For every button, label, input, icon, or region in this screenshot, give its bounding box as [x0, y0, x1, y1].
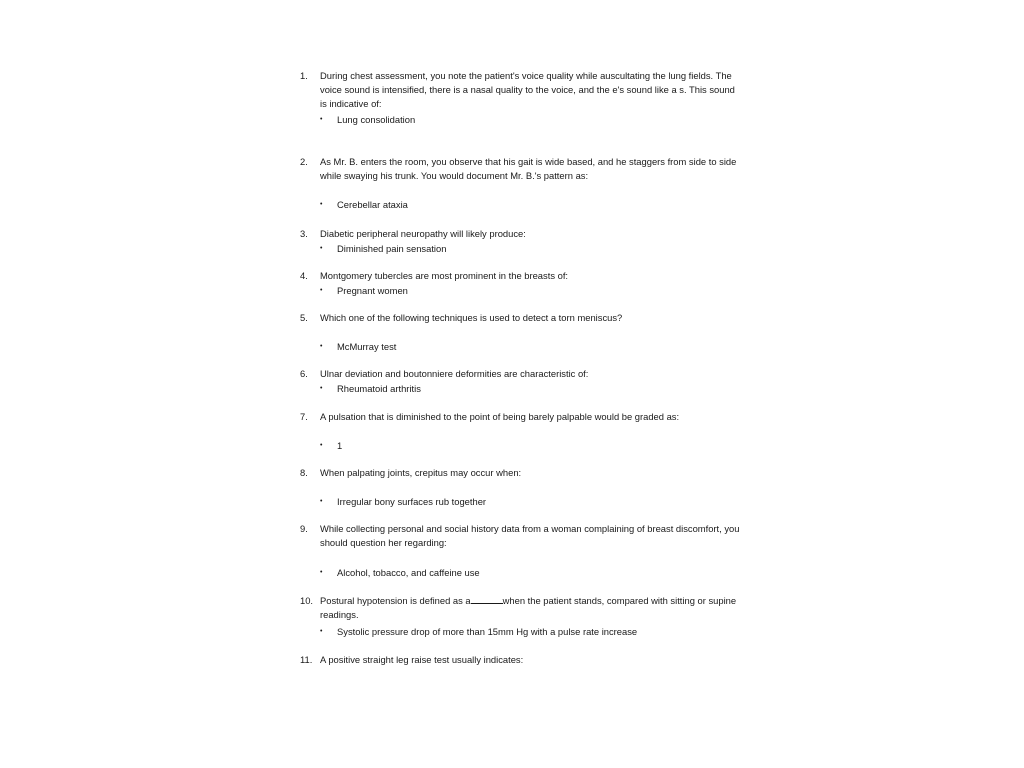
answer-item [300, 495, 740, 509]
question-number: 8. [300, 467, 308, 478]
question-number: 6. [300, 368, 308, 379]
bullet-icon: • [320, 498, 323, 505]
answer-text: Diminished pain sensation [337, 243, 447, 254]
answer-item [300, 382, 740, 396]
question-8 [300, 466, 740, 509]
question-text: Ulnar deviation and boutonniere deformities are characteristic of: [320, 368, 589, 379]
question-text-before-blank: Postural hypotension is defined as a [320, 595, 471, 606]
answer-text: Rheumatoid arthritis [337, 383, 421, 394]
answer-item [300, 198, 740, 212]
question-text: When palpating joints, crepitus may occur when: [320, 467, 522, 478]
question-11 [300, 653, 740, 667]
question-text: As Mr. B. enters the room, you observe that his gait is wide based, and he staggers from side to side while swaying his trunk. You would document Mr. B.'s pattern as: [320, 156, 737, 181]
answer-item [300, 439, 740, 453]
answer-item [300, 566, 740, 580]
question-6 [300, 367, 740, 396]
question-number: 1. [300, 70, 308, 81]
answer-text: Alcohol, tobacco, and caffeine use [337, 567, 480, 578]
question-number: 5. [300, 312, 308, 323]
answer-item [300, 625, 740, 639]
question-text: While collecting personal and social history data from a woman complaining of breast discomfort, you should question her regarding: [320, 523, 740, 548]
question-5 [300, 311, 740, 354]
question-4 [300, 269, 740, 298]
answer-text: Irregular bony surfaces rub together [337, 496, 487, 507]
fill-in-blank [471, 594, 503, 604]
question-1 [300, 69, 740, 127]
question-9 [300, 522, 740, 580]
answer-item [300, 113, 740, 127]
question-number: 10. [300, 595, 314, 606]
question-text: A positive straight leg raise test usually indicates: [320, 654, 524, 665]
bullet-icon: • [320, 245, 323, 252]
question-7 [300, 410, 740, 453]
question-text: Montgomery tubercles are most prominent in the breasts of: [320, 270, 569, 281]
bullet-icon: • [320, 628, 323, 635]
question-10 [300, 594, 740, 639]
question-number: 7. [300, 411, 308, 422]
answer-item [300, 284, 740, 298]
answer-item [300, 340, 740, 354]
question-number: 2. [300, 156, 308, 167]
question-3 [300, 227, 740, 256]
answer-item [300, 242, 740, 256]
bullet-icon: • [320, 569, 323, 576]
answer-text: Cerebellar ataxia [337, 199, 408, 210]
question-text [320, 594, 740, 622]
question-text: Which one of the following techniques is used to detect a torn meniscus? [320, 312, 623, 323]
question-number: 11. [300, 654, 313, 665]
question-number: 4. [300, 270, 308, 281]
answer-text: Lung consolidation [337, 114, 416, 125]
answer-text: 1 [337, 440, 343, 451]
answer-text: Pregnant women [337, 285, 408, 296]
bullet-icon: • [320, 385, 323, 392]
question-2 [300, 155, 740, 212]
question-text: During chest assessment, you note the patient's voice quality while auscultating the lung fields. The voice sound is intensified, there is a nasal quality to the voice, and the e's sound like a s. This sound is indicative of: [320, 70, 735, 109]
bullet-icon: • [320, 201, 323, 208]
bullet-icon: • [320, 442, 323, 449]
question-number: 3. [300, 228, 308, 239]
bullet-icon: • [320, 116, 323, 123]
answer-text: McMurray test [337, 341, 397, 352]
bullet-icon: • [320, 343, 323, 350]
bullet-icon: • [320, 287, 323, 294]
question-text: Diabetic peripheral neuropathy will likely produce: [320, 228, 526, 239]
question-number: 9. [300, 523, 308, 534]
question-text-after-blank: when the patient stands, compared with sitting or supine readings. [320, 595, 737, 620]
answer-text: Systolic pressure drop of more than 15mm Hg with a pulse rate increase [337, 626, 638, 637]
question-text: A pulsation that is diminished to the point of being barely palpable would be graded as: [320, 411, 680, 422]
